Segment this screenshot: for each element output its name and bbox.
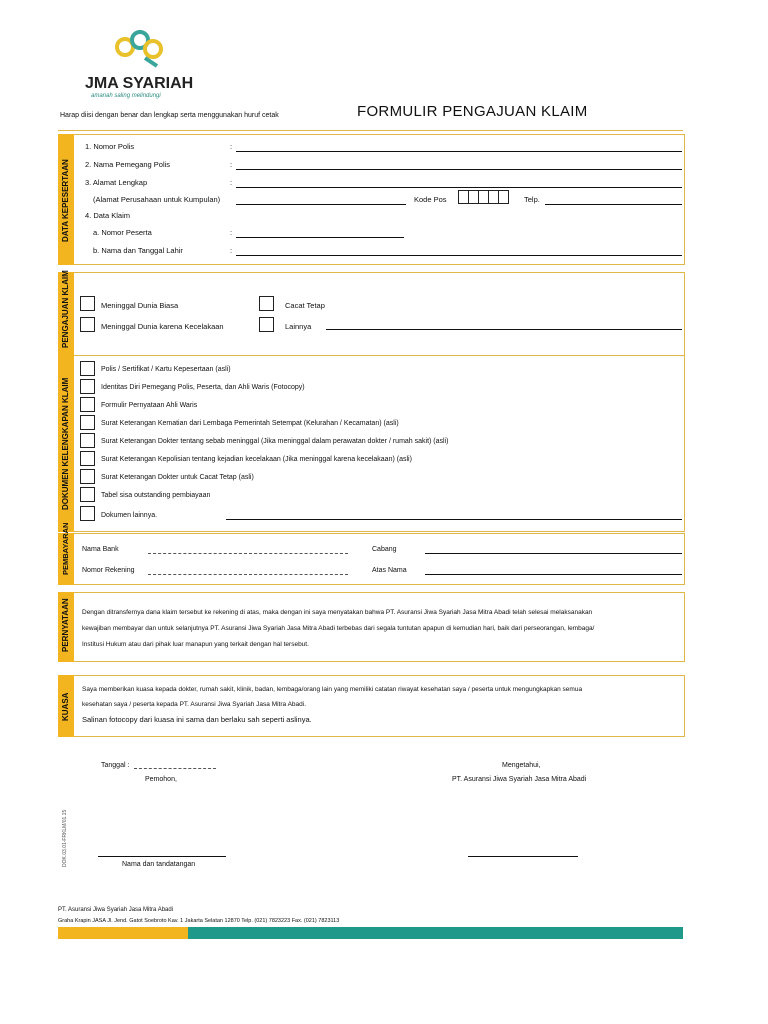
doc-item-5: Surat Keterangan Dokter tentang sebab meninggal (Jika meninggal dalam perawatan dokter / rumah sakit) (asli) — [101, 438, 449, 445]
checkbox-meninggal-kecelakaan[interactable] — [80, 317, 95, 332]
doc-item-1: Polis / Sertifikat / Kartu Kepesertaan (asli) — [101, 366, 231, 373]
doc-item-7: Surat Keterangan Dokter untuk Cacat Tetap (asli) — [101, 474, 254, 481]
label-nama-ttd: Nama dan tandatangan — [122, 861, 196, 868]
brand-tagline: amanah saling melindungi — [91, 93, 161, 99]
label-nama-tgl-lahir: b. Nama dan Tanggal Lahir — [93, 246, 183, 255]
field-dokumen-lainnya[interactable] — [226, 519, 682, 520]
checkbox-lainnya[interactable] — [259, 317, 274, 332]
label-mengetahui: Mengetahui, — [502, 762, 541, 769]
colon: : — [230, 246, 233, 255]
field-nama-bank[interactable] — [148, 553, 348, 554]
doc-item-2: Identitas Diri Pemegang Polis, Peserta, dan Ahli Waris (Fotocopy) — [101, 384, 305, 391]
field-nomor-rekening[interactable] — [148, 574, 348, 575]
section-pengajuan-klaim — [58, 272, 685, 356]
footer-bar-yellow — [58, 927, 188, 939]
section-label-pernyataan: PERNYATAAN — [61, 598, 70, 652]
label-alamat: 3. Alamat Lengkap — [85, 178, 148, 187]
footer-address: Graha Krapin JASA Jl. Jend. Gatot Soebroto Kav. 1 Jakarta Selatan 12870 Telp. (021) 7823223 Fax. (021) 7823113 — [58, 918, 340, 924]
section-label-data-kepesertaan: DATA KEPESERTAAN — [61, 159, 70, 242]
logo-mark-icon — [85, 30, 195, 72]
colon: : — [230, 178, 233, 187]
field-nomor-polis[interactable] — [236, 151, 682, 152]
footer-company: PT. Asuransi Jiwa Syariah Jasa Mitra Abadi — [58, 907, 174, 913]
field-nama-pemegang[interactable] — [236, 169, 682, 170]
doc-item-8: Tabel sisa outstanding pembiayaan — [101, 492, 211, 499]
label-company-sign: PT. Asuransi Jiwa Syariah Jasa Mitra Abadi — [452, 776, 587, 783]
signature-line-mengetahui[interactable] — [468, 856, 578, 857]
label-kode-pos: Kode Pos — [414, 195, 447, 204]
colon: : — [230, 228, 233, 237]
doc-item-6: Surat Keterangan Kepolisian tentang kejadian kecelakaan (Jika meninggal karena kecelakaan) (asli) — [101, 456, 412, 463]
field-telp[interactable] — [545, 204, 682, 205]
field-lainnya[interactable] — [326, 329, 682, 330]
label-meninggal-kecelakaan: Meninggal Dunia karena Kecelakaan — [101, 322, 224, 331]
pernyataan-line-2: kewajiban membayar dan untuk selanjutnya PT. Asuransi Jiwa Syariah Jasa Mitra Abadi terbebas dari segala tuntutan apapun di kemudian hari, baik dari perseorangan, lembaga/ — [82, 625, 595, 632]
field-cabang[interactable] — [425, 553, 682, 554]
section-label-kuasa: KUASA — [61, 692, 70, 721]
label-cacat-tetap: Cacat Tetap — [285, 301, 325, 310]
form-title: FORMULIR PENGAJUAN KLAIM — [357, 103, 588, 120]
checkbox-doc-4[interactable] — [80, 415, 95, 430]
label-data-klaim: 4. Data Klaim — [85, 211, 131, 220]
checkbox-doc-7[interactable] — [80, 469, 95, 484]
field-nomor-peserta[interactable] — [236, 237, 404, 238]
checkbox-doc-5[interactable] — [80, 433, 95, 448]
checkbox-doc-3[interactable] — [80, 397, 95, 412]
kuasa-line-2: kesehatan saya / peserta kepada PT. Asuransi Jiwa Syariah Jasa Mitra Abadi. — [82, 701, 307, 708]
doc-item-9: Dokumen lainnya. — [101, 512, 158, 519]
checkbox-doc-1[interactable] — [80, 361, 95, 376]
colon: : — [230, 160, 233, 169]
label-meninggal-biasa: Meninggal Dunia Biasa — [101, 301, 179, 310]
doc-item-3: Formulir Pernyataan Ahli Waris — [101, 402, 198, 409]
field-tanggal[interactable] — [134, 768, 216, 769]
label-telp: Telp. — [524, 195, 540, 204]
signature-line-pemohon[interactable] — [98, 856, 226, 857]
field-nama-tgl-lahir[interactable] — [236, 255, 682, 256]
label-pemohon: Pemohon, — [145, 776, 177, 783]
field-alamat-2[interactable] — [236, 204, 406, 205]
kuasa-line-3: Salinan fotocopy dari kuasa ini sama dan berlaku sah seperti aslinya. — [82, 715, 312, 724]
company-logo — [85, 30, 195, 98]
pernyataan-line-3: Institusi Hukum atau dari pihak luar manapun yang terkait dengan hal tersebut. — [82, 641, 309, 648]
checkbox-meninggal-biasa[interactable] — [80, 296, 95, 311]
label-atas-nama: Atas Nama — [372, 567, 407, 574]
field-atas-nama[interactable] — [425, 574, 682, 575]
label-alamat-note: (Alamat Perusahaan untuk Kumpulan) — [93, 195, 221, 204]
document-code: DOK.03.01-FRKLM/01.15 — [62, 809, 68, 867]
section-label-dokumen: DOKUMEN KELENGKAPAN KLAIM — [61, 377, 70, 510]
checkbox-doc-8[interactable] — [80, 487, 95, 502]
brand-name: JMA SYARIAH — [85, 75, 194, 92]
checkbox-cacat-tetap[interactable] — [259, 296, 274, 311]
label-nomor-peserta: a. Nomor Peserta — [93, 228, 152, 237]
label-nama-bank: Nama Bank — [82, 546, 119, 553]
section-label-pengajuan-klaim: PENGAJUAN KLAIM — [61, 270, 70, 348]
label-tanggal: Tanggal : — [101, 762, 130, 769]
label-nomor-polis: 1. Nomor Polis — [85, 142, 135, 151]
label-nomor-rekening: Nomor Rekening — [82, 567, 135, 574]
doc-item-4: Surat Keterangan Kematian dari Lembaga Pemerintah Setempat (Kelurahan / Kecamatan) (asli) — [101, 420, 399, 427]
label-cabang: Cabang — [372, 546, 397, 553]
section-label-pembayaran: PEMBAYARAN — [61, 522, 70, 575]
label-lainnya: Lainnya — [285, 322, 312, 331]
checkbox-doc-2[interactable] — [80, 379, 95, 394]
checkbox-doc-6[interactable] — [80, 451, 95, 466]
colon: : — [230, 142, 233, 151]
field-alamat[interactable] — [236, 187, 682, 188]
section-pembayaran — [58, 533, 685, 585]
form-instruction: Harap diisi dengan benar dan lengkap serta menggunakan huruf cetak — [60, 112, 279, 119]
label-nama-pemegang: 2. Nama Pemegang Polis — [85, 160, 171, 169]
checkbox-doc-9[interactable] — [80, 506, 95, 521]
title-divider — [58, 130, 683, 131]
kuasa-line-1: Saya memberikan kuasa kepada dokter, rumah sakit, klinik, badan, lembaga/orang lain yang memiliki catatan riwayat kesehatan saya / peserta untuk mengungkapkan semua — [82, 686, 583, 693]
pernyataan-line-1: Dengan ditransfernya dana klaim tersebut ke rekening di atas, maka dengan ini saya menyatakan bahwa PT. Asuransi Jiwa Syariah Jasa Mitra Abadi telah selesai melaksanakan — [82, 609, 593, 616]
